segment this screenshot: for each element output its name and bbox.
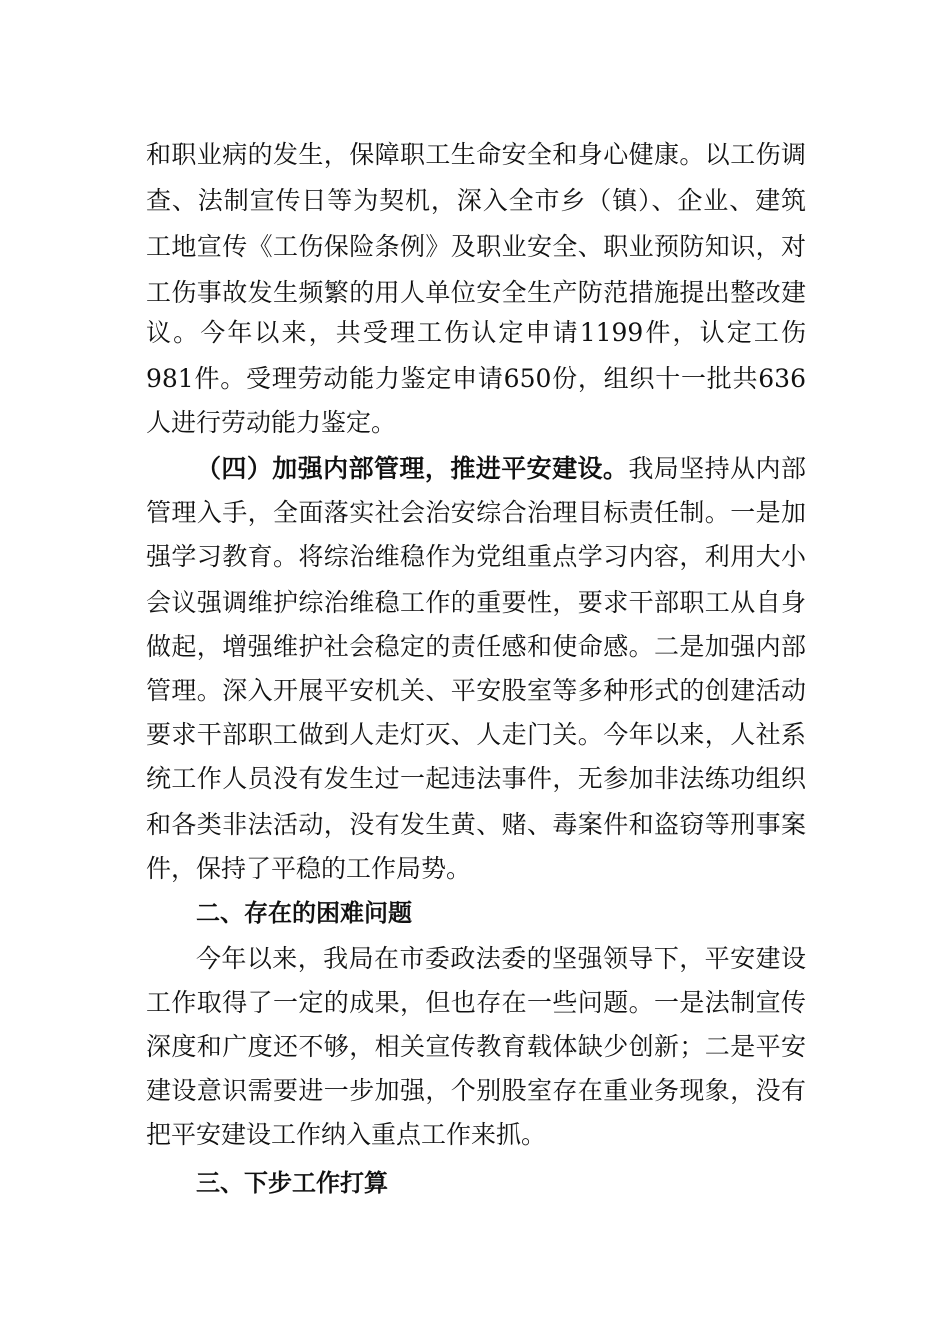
paragraph-2-lead: （四）加强内部管理，推进平安建设。 [196,454,629,483]
paragraph-1-line-7: 人进行劳动能力鉴定。 [146,408,397,437]
section-heading-problems: 二、存在的困难问题 [196,899,412,927]
section-heading-next-steps: 三、下步工作打算 [196,1169,388,1197]
paragraph-2-line-5: 做起，增强维护社会稳定的责任感和使命感。二是加强内部 [146,632,806,661]
paragraph-2-first-line-rest: 我局坚持从内部 [628,454,806,483]
paragraph-1-line-2: 查、法制宣传日等为契机，深入全市乡（镇）、企业、建筑 [146,186,806,215]
paragraph-2-line-9: 和各类非法活动，没有发生黄、赌、毒案件和盗窃等刑事案 [146,810,806,839]
paragraph-3-line-2: 工作取得了一定的成果，但也存在一些问题。一是法制宣传 [146,988,806,1017]
paragraph-2-line-10: 件，保持了平稳的工作局势。 [146,854,472,883]
paragraph-1-line-6: 981件。受理劳动能力鉴定申请650份，组织十一批共636 [146,364,806,393]
paragraph-2-line-1 [196,446,806,492]
paragraph-1-line-5: 议。今年以来，共受理工伤认定申请1199件，认定工伤 [146,318,806,347]
paragraph-1-line-1: 和职业病的发生，保障职工生命安全和身心健康。以工伤调 [146,140,806,169]
paragraph-3-line-4: 建设意识需要进一步加强，个别股室存在重业务现象，没有 [146,1076,806,1105]
paragraph-2-line-3: 强学习教育。将综治维稳作为党组重点学习内容，利用大小 [146,542,806,571]
paragraph-1-line-4: 工伤事故发生频繁的用人单位安全生产防范措施提出整改建 [146,278,806,307]
paragraph-2-line-2: 管理入手，全面落实社会治安综合治理目标责任制。一是加 [146,498,806,527]
paragraph-3-line-3: 深度和广度还不够，相关宣传教育载体缺少创新；二是平安 [146,1032,806,1061]
paragraph-3-line-1: 今年以来，我局在市委政法委的坚强领导下，平安建设 [196,944,806,973]
paragraph-3-line-5: 把平安建设工作纳入重点工作来抓。 [146,1120,547,1149]
paragraph-2-line-7: 要求干部职工做到人走灯灭、人走门关。今年以来，人社系 [146,720,806,749]
paragraph-2-line-4: 会议强调维护综治维稳工作的重要性，要求干部职工从自身 [146,588,806,617]
paragraph-1-line-3: 工地宣传《工伤保险条例》及职业安全、职业预防知识，对 [146,232,806,261]
paragraph-2-line-8: 统工作人员没有发生过一起违法事件，无参加非法练功组织 [146,764,806,793]
paragraph-2-line-6: 管理。深入开展平安机关、平安股室等多种形式的创建活动 [146,676,806,705]
